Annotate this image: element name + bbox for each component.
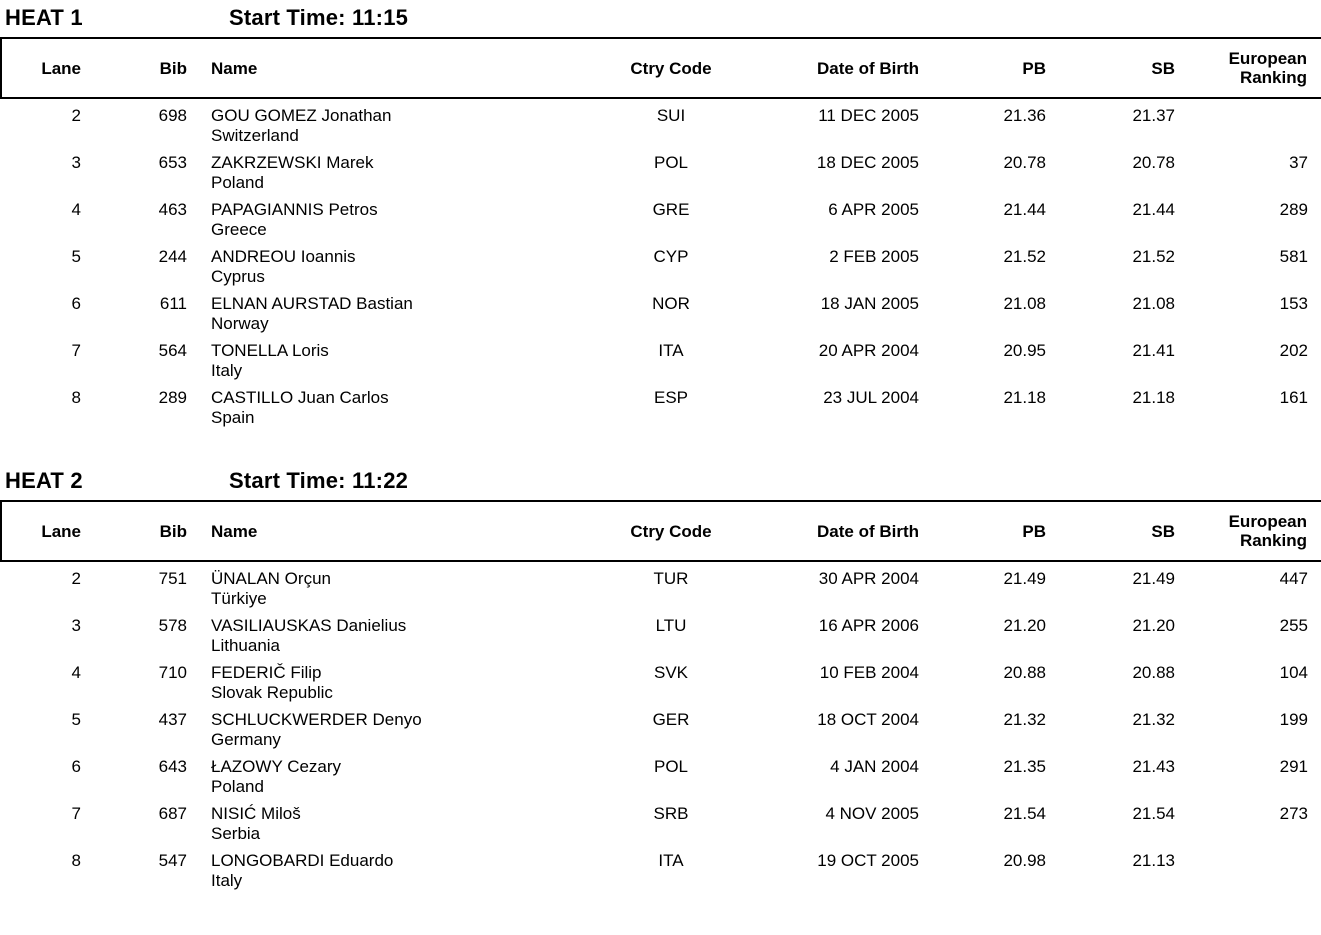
bib-cell: 687 [158,804,187,823]
sb-cell: 21.44 [1132,200,1175,219]
athlete-row [1,609,1321,656]
athlete-row [1,561,1321,609]
heat-start-time: Start Time: 11:15 [229,5,409,30]
lane-cell: 7 [71,341,81,360]
athlete-row [1,381,1321,428]
date-of-birth-cell: 11 DEC 2005 [818,106,919,125]
lane-cell: 4 [71,200,81,219]
col-header-european-ranking-line2: Ranking [1239,68,1307,87]
date-of-birth-cell: 18 JAN 2005 [820,294,919,313]
col-header-pb: PB [921,38,1048,98]
date-of-birth-cell: 2 FEB 2005 [829,247,919,266]
athlete-row [1,656,1321,703]
bib-cell: 463 [158,200,187,219]
pb-cell: 20.95 [1003,341,1046,360]
athlete-name: ELNAN AURSTAD Bastian [211,294,413,313]
lane-cell: 8 [71,851,81,870]
athlete-country: Spain [211,408,255,427]
table-body [1,561,1321,891]
athlete-name: FEDERIČ Filip [211,663,322,682]
athlete-row [1,193,1321,240]
european-ranking-cell: 273 [1279,804,1308,823]
country-code-cell: ESP [653,388,689,407]
country-code-cell: NOR [652,294,690,313]
pb-cell: 21.32 [1003,710,1046,729]
pb-cell: 21.54 [1003,804,1046,823]
pb-cell: 21.35 [1003,757,1046,776]
date-of-birth-cell: 4 JAN 2004 [830,757,919,776]
bib-cell: 547 [158,851,187,870]
european-ranking-cell: 581 [1279,247,1308,266]
country-code-cell: GER [652,710,690,729]
sb-cell: 21.52 [1132,247,1175,266]
sb-cell: 20.78 [1132,153,1175,172]
pb-cell: 21.08 [1003,294,1046,313]
european-ranking-cell: 202 [1279,341,1308,360]
athlete-row [1,146,1321,193]
lane-cell: 3 [71,616,81,635]
name-cell [191,656,581,703]
european-ranking-cell: 37 [1289,153,1308,172]
athlete-country: Cyprus [211,267,265,286]
heat-2-section [0,468,1321,891]
date-of-birth-cell: 10 FEB 2004 [819,663,919,682]
country-code-cell: TUR [653,569,689,588]
lane-cell: 5 [71,247,81,266]
bib-cell: 698 [158,106,187,125]
country-code-cell: POL [653,757,689,776]
heat-title: HEAT 2 [5,468,83,493]
date-of-birth-cell: 16 APR 2006 [818,616,919,635]
name-cell [191,797,581,844]
pb-cell: 21.20 [1003,616,1046,635]
european-ranking-cell: 104 [1279,663,1308,682]
col-header-european-ranking-line1: European [1228,49,1307,68]
athlete-name: PAPAGIANNIS Petros [211,200,378,219]
table-header [1,501,1321,561]
athlete-name: NISIĆ Miloš [211,804,301,823]
col-header-pb: PB [921,501,1048,561]
sb-cell: 21.49 [1132,569,1175,588]
bib-cell: 437 [158,710,187,729]
lane-cell: 7 [71,804,81,823]
name-cell [191,193,581,240]
european-ranking-cell: 161 [1279,388,1308,407]
heat-1-section [0,5,1321,428]
athlete-row [1,240,1321,287]
heat-title: HEAT 1 [5,5,83,30]
sb-cell: 21.18 [1132,388,1175,407]
pb-cell: 21.44 [1003,200,1046,219]
athlete-row [1,750,1321,797]
athlete-row [1,844,1321,891]
athlete-country: Poland [211,173,264,192]
lane-cell: 2 [71,106,81,125]
lane-cell: 4 [71,663,81,682]
col-header-name: Name [191,38,581,98]
athlete-name: GOU GOMEZ Jonathan [211,106,392,125]
athlete-country: Norway [211,314,269,333]
col-header-sb: SB [1048,38,1177,98]
european-ranking-cell: 291 [1279,757,1308,776]
country-code-cell: ITA [658,851,684,870]
col-header-european-ranking [1177,38,1321,98]
pb-cell: 21.49 [1003,569,1046,588]
pb-cell: 20.88 [1003,663,1046,682]
table-header [1,38,1321,98]
col-header-date-of-birth: Date of Birth [761,38,921,98]
athlete-name: ZAKRZEWSKI Marek [211,153,374,172]
col-header-date-of-birth: Date of Birth [761,501,921,561]
athlete-name: VASILIAUSKAS Danielius [211,616,407,635]
pb-cell: 21.52 [1003,247,1046,266]
date-of-birth-cell: 23 JUL 2004 [823,388,919,407]
athlete-name: ANDREOU Ioannis [211,247,356,266]
col-header-european-ranking-line2: Ranking [1239,531,1307,550]
athlete-country: Greece [211,220,267,239]
sb-cell: 21.43 [1132,757,1175,776]
athlete-row [1,334,1321,381]
athlete-name: ÜNALAN Orçun [211,569,331,588]
pb-cell: 21.36 [1003,106,1046,125]
athlete-row [1,98,1321,146]
athlete-name: LONGOBARDI Eduardo [211,851,394,870]
athlete-name: SCHLUCKWERDER Denyo [211,710,422,729]
heat-header [0,468,1321,492]
bib-cell: 653 [158,153,187,172]
sb-cell: 21.54 [1132,804,1175,823]
lane-cell: 6 [71,294,81,313]
date-of-birth-cell: 20 APR 2004 [818,341,919,360]
heat-start-time: Start Time: 11:22 [229,468,409,493]
name-cell [191,146,581,193]
name-cell [191,381,581,428]
heat-header [0,5,1321,29]
sb-cell: 21.13 [1132,851,1175,870]
sb-cell: 21.41 [1132,341,1175,360]
start-list-table [0,500,1321,891]
col-header-ctry-code: Ctry Code [581,501,761,561]
lane-cell: 2 [71,569,81,588]
athlete-name: ŁAZOWY Cezary [211,757,342,776]
european-ranking-cell: 199 [1279,710,1308,729]
start-list-table [0,37,1321,428]
athlete-country: Serbia [211,824,261,843]
col-header-sb: SB [1048,501,1177,561]
athlete-country: Germany [211,730,281,749]
european-ranking-cell [1177,98,1321,146]
bib-cell: 710 [158,663,187,682]
date-of-birth-cell: 6 APR 2005 [828,200,919,219]
col-header-european-ranking-line1: European [1228,512,1307,531]
header-row [1,501,1321,561]
name-cell [191,844,581,891]
col-header-lane: Lane [1,38,91,98]
pb-cell: 20.98 [1003,851,1046,870]
col-header-bib: Bib [91,501,191,561]
date-of-birth-cell: 19 OCT 2005 [817,851,919,870]
date-of-birth-cell: 30 APR 2004 [818,569,919,588]
country-code-cell: SVK [653,663,689,682]
athlete-name: CASTILLO Juan Carlos [211,388,389,407]
table-body [1,98,1321,428]
name-cell [191,98,581,146]
european-ranking-cell: 255 [1279,616,1308,635]
european-ranking-cell: 447 [1279,569,1308,588]
country-code-cell: GRE [652,200,690,219]
col-header-name: Name [191,501,581,561]
name-cell [191,561,581,609]
athlete-country: Lithuania [211,636,281,655]
european-ranking-cell [1177,844,1321,891]
country-code-cell: LTU [655,616,687,635]
date-of-birth-cell: 18 OCT 2004 [817,710,919,729]
sb-cell: 21.32 [1132,710,1175,729]
sb-cell: 20.88 [1132,663,1175,682]
athlete-country: Italy [211,361,243,380]
lane-cell: 5 [71,710,81,729]
name-cell [191,609,581,656]
bib-cell: 244 [158,247,187,266]
european-ranking-cell: 153 [1279,294,1308,313]
bib-cell: 578 [158,616,187,635]
athlete-row [1,797,1321,844]
bib-cell: 643 [158,757,187,776]
bib-cell: 751 [158,569,187,588]
lane-cell: 8 [71,388,81,407]
athlete-country: Switzerland [211,126,299,145]
bib-cell: 289 [158,388,187,407]
date-of-birth-cell: 18 DEC 2005 [816,153,919,172]
pb-cell: 21.18 [1003,388,1046,407]
name-cell [191,287,581,334]
name-cell [191,750,581,797]
country-code-cell: ITA [658,341,684,360]
country-code-cell: SUI [656,106,686,125]
date-of-birth-cell: 4 NOV 2005 [825,804,919,823]
athlete-country: Türkiye [211,589,267,608]
athlete-country: Poland [211,777,264,796]
name-cell [191,334,581,381]
col-header-bib: Bib [91,38,191,98]
col-header-ctry-code: Ctry Code [581,38,761,98]
col-header-european-ranking [1177,501,1321,561]
athlete-country: Italy [211,871,243,890]
athlete-name: TONELLA Loris [211,341,329,360]
country-code-cell: CYP [653,247,689,266]
name-cell [191,240,581,287]
bib-cell: 564 [158,341,187,360]
athlete-row [1,287,1321,334]
country-code-cell: SRB [653,804,689,823]
european-ranking-cell: 289 [1279,200,1308,219]
header-row [1,38,1321,98]
lane-cell: 3 [71,153,81,172]
sb-cell: 21.08 [1132,294,1175,313]
bib-cell: 611 [159,294,187,313]
col-header-lane: Lane [1,501,91,561]
athlete-row [1,703,1321,750]
name-cell [191,703,581,750]
athlete-country: Slovak Republic [211,683,333,702]
pb-cell: 20.78 [1003,153,1046,172]
sb-cell: 21.20 [1132,616,1175,635]
lane-cell: 6 [71,757,81,776]
country-code-cell: POL [653,153,689,172]
sb-cell: 21.37 [1132,106,1175,125]
